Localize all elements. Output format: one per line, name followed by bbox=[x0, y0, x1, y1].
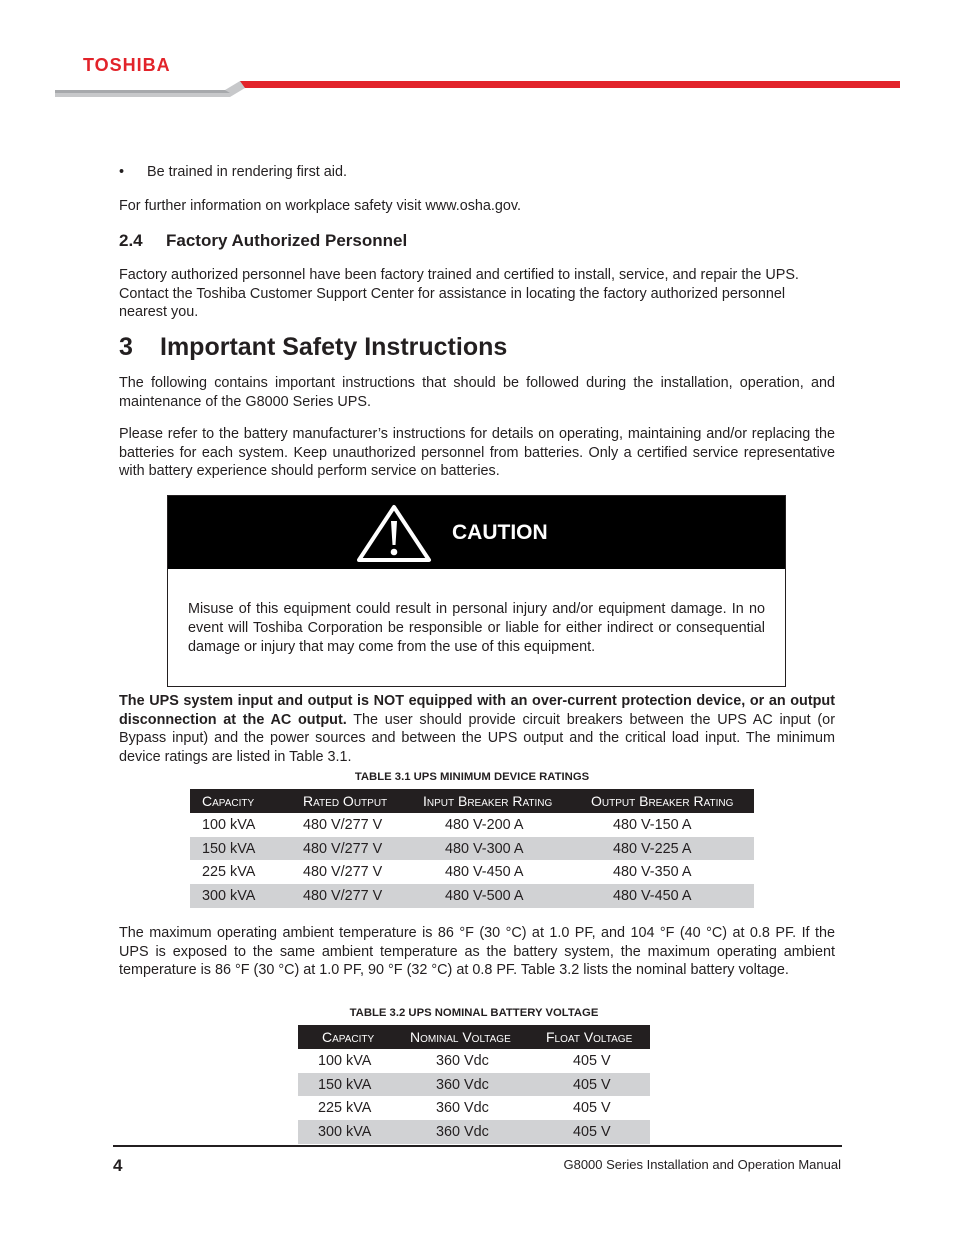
battery-paragraph: Please refer to the battery manufacturer’s instructions for details on operating, maintaining and/or replacing the batteries for each system. Keep unauthorized personnel from batteries. Only a certified service representative with battery experience should perform service on batteries. bbox=[119, 426, 835, 480]
table-cell: 360 Vdc bbox=[436, 1052, 489, 1069]
table-cell: 480 V-200 A bbox=[445, 816, 524, 833]
table-cell: 480 V-150 A bbox=[613, 816, 692, 833]
caution-box bbox=[167, 495, 786, 687]
table-cell: 405 V bbox=[534, 1073, 650, 1097]
table-cell: 300 kVA bbox=[190, 884, 291, 908]
table-cell: 225 kVA bbox=[202, 864, 256, 881]
table-cell: 150 kVA bbox=[190, 837, 291, 861]
table-header-row bbox=[298, 1025, 650, 1049]
table-3-2 bbox=[298, 1025, 650, 1144]
table-cell: 405 V bbox=[573, 1052, 611, 1069]
section-title: Factory Authorized Personnel bbox=[166, 231, 408, 250]
column-header: Float Voltage bbox=[534, 1025, 650, 1049]
column-header: Output Breaker Rating bbox=[579, 789, 754, 813]
table-cell: 405 V bbox=[534, 1120, 650, 1144]
table-cell: 225 kVA bbox=[318, 1100, 372, 1117]
table-cell: 480 V/277 V bbox=[291, 884, 411, 908]
column-header: Rated Output bbox=[291, 789, 411, 813]
table-cell: 480 V/277 V bbox=[291, 837, 411, 861]
table-row bbox=[190, 813, 754, 837]
table-cell: 480 V-500 A bbox=[411, 884, 579, 908]
table-3-2-caption: TABLE 3.2 UPS NOMINAL BATTERY VOLTAGE bbox=[349, 1007, 599, 1019]
column-header: Capacity bbox=[190, 789, 291, 813]
table-cell: 405 V bbox=[573, 1100, 611, 1117]
table-row bbox=[298, 1120, 650, 1144]
manual-title: G8000 Series Installation and Operation Manual bbox=[563, 1157, 841, 1172]
footer-rule bbox=[113, 1145, 842, 1147]
section-number: 2.4 bbox=[119, 231, 143, 250]
table-3-1 bbox=[190, 789, 754, 908]
caution-title: CAUTION bbox=[452, 521, 548, 544]
table-cell: 150 kVA bbox=[298, 1073, 398, 1097]
osha-paragraph: For further information on workplace safety visit www.osha.gov. bbox=[119, 198, 522, 214]
table-row bbox=[298, 1073, 650, 1097]
caution-text: Misuse of this equipment could result in personal injury and/or equipment damage. In no event will Toshiba Corporation be responsible or liable for either indirect or consequential damage or injury that may come from the use of this equipment. bbox=[188, 601, 765, 655]
table-row bbox=[190, 884, 754, 908]
bullet-text: Be trained in rendering first aid. bbox=[147, 164, 347, 180]
table-cell: 480 V-350 A bbox=[613, 864, 692, 881]
chapter-3-heading bbox=[119, 333, 507, 362]
table-cell: 360 Vdc bbox=[398, 1073, 534, 1097]
table-cell: 300 kVA bbox=[298, 1120, 398, 1144]
table-cell: 480 V/277 V bbox=[303, 864, 383, 881]
section-2-4-paragraph: Factory authorized personnel have been factory trained and certified to install, service, and repair the UPS. Contact the Toshiba Customer Support Center for assistance in locating the factory authorized personnel nearest you. bbox=[119, 267, 799, 321]
temperature-paragraph: The maximum operating ambient temperature is 86 °F (30 °C) at 1.0 PF, and 104 °F (40 °C) at 0.8 PF. If the UPS is exposed to the same ambient temperature as the battery system, the maximum operating ambient temperature is 86 °F (30 °C) at 1.0 PF, 90 °F (32 °C) at 0.8 PF. Table 3.2 lists the nominal battery voltage. bbox=[119, 925, 835, 979]
table-row bbox=[190, 860, 754, 884]
table-row bbox=[190, 837, 754, 861]
toshiba-logo: TOSHIBA bbox=[83, 55, 171, 75]
section-2-4-heading bbox=[119, 231, 407, 251]
overcurrent-paragraph bbox=[119, 692, 835, 767]
chapter-number: 3 bbox=[119, 333, 133, 361]
table-row bbox=[298, 1049, 650, 1073]
table-cell: 100 kVA bbox=[318, 1052, 372, 1069]
table-cell: 360 Vdc bbox=[436, 1100, 489, 1117]
column-header: Input Breaker Rating bbox=[411, 789, 579, 813]
column-header: Capacity bbox=[298, 1025, 398, 1049]
column-header: Nominal Voltage bbox=[398, 1025, 534, 1049]
table-3-1-caption: TABLE 3.1 UPS MINIMUM DEVICE RATINGS bbox=[354, 771, 590, 783]
table-cell: 480 V-300 A bbox=[411, 837, 579, 861]
bullet-marker: • bbox=[119, 164, 125, 180]
table-cell: 100 kVA bbox=[202, 816, 256, 833]
overcurrent-paragraph-rest: The user should provide circuit breakers between the UPS AC input (or Bypass input) and the power sources and between the UPS output and the critical load input. The minimum device ratings are listed in Table 3.1. bbox=[119, 711, 835, 766]
caution-header bbox=[168, 496, 785, 569]
overcurrent-warning-bold: The UPS system input and output is NOT equipped with an over-current protection device, or an output disconnection at the AC output. bbox=[119, 693, 835, 728]
table-cell: 480 V/277 V bbox=[303, 816, 383, 833]
header-band bbox=[55, 78, 900, 99]
chapter-title: Important Safety Instructions bbox=[160, 333, 508, 361]
table-cell: 480 V-450 A bbox=[579, 884, 754, 908]
table-cell: 480 V-225 A bbox=[579, 837, 754, 861]
warning-triangle-icon bbox=[356, 503, 432, 563]
table-cell: 480 V-450 A bbox=[445, 864, 524, 881]
page-number: 4 bbox=[113, 1156, 123, 1175]
table-header-row bbox=[190, 789, 754, 813]
safety-intro-paragraph: The following contains important instructions that should be followed during the installation, operation, and maintenance of the G8000 Series UPS. bbox=[119, 375, 835, 410]
table-row bbox=[298, 1096, 650, 1120]
table-cell: 360 Vdc bbox=[398, 1120, 534, 1144]
